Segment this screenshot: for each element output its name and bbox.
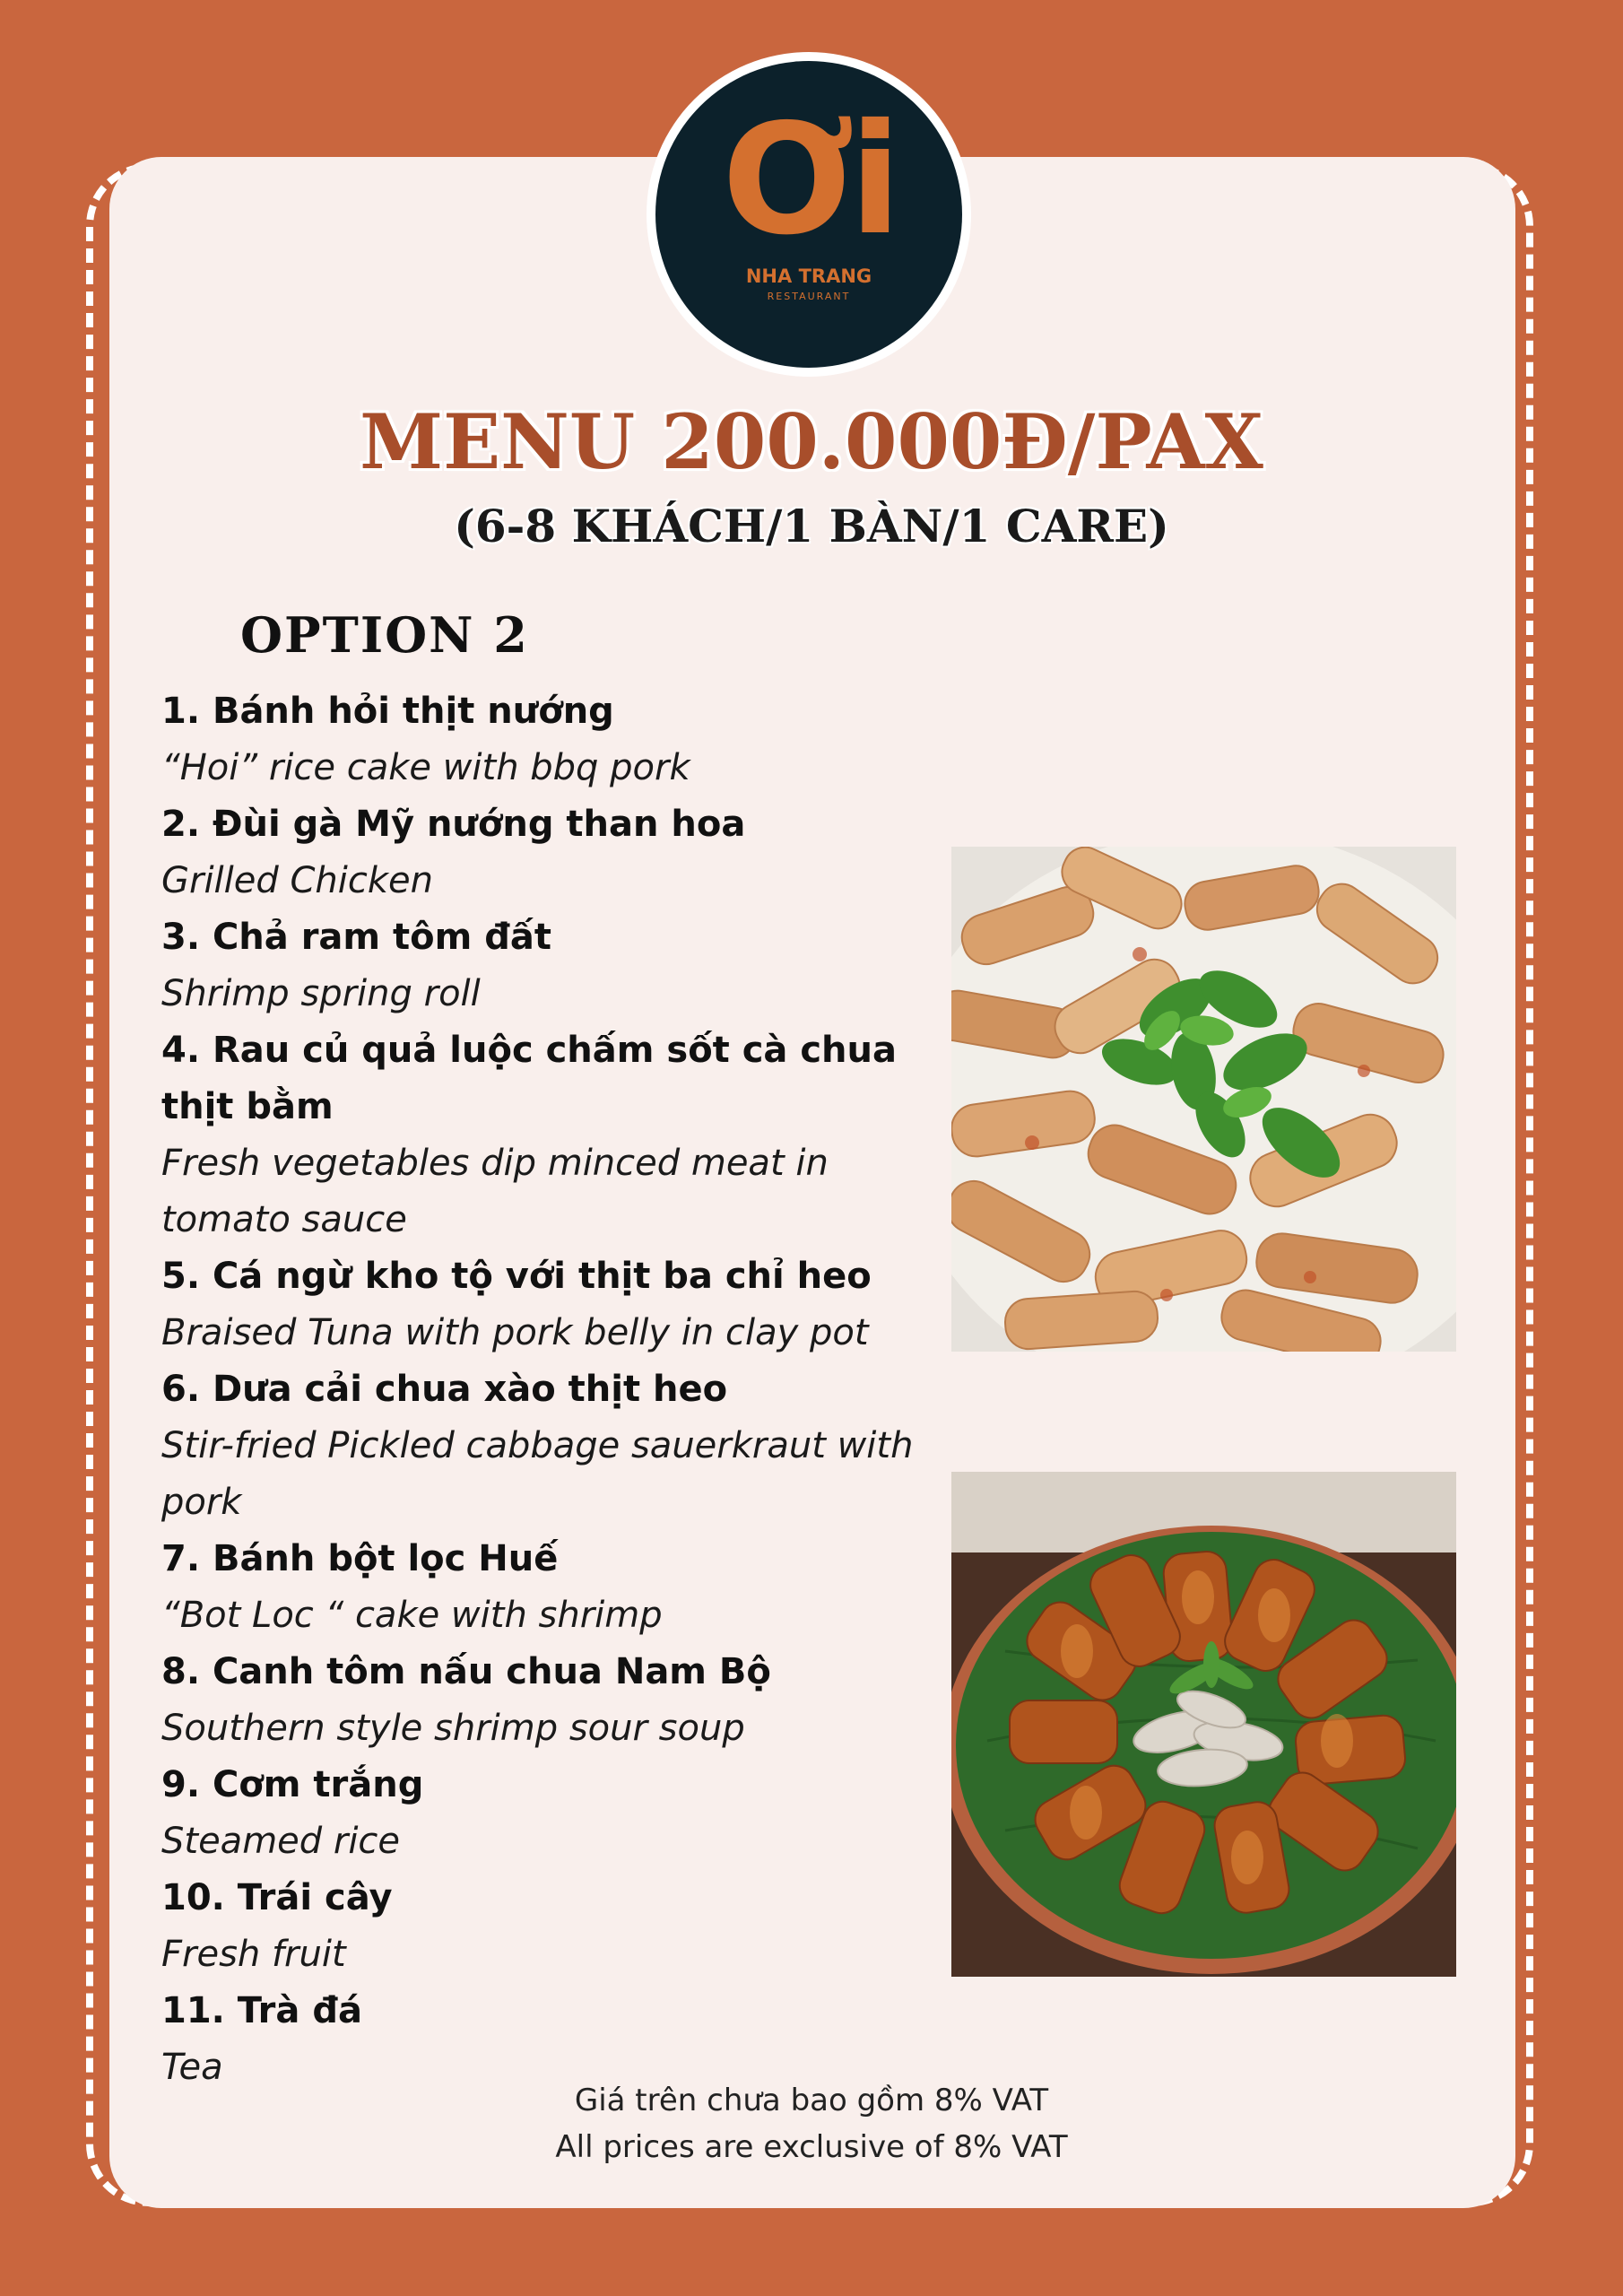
dish-name-en: Fresh fruit <box>161 1934 346 1975</box>
dish-item <box>161 1870 950 1983</box>
dish-name-en: Tea <box>161 2047 223 2088</box>
dish-name-en: Southern style shrimp sour soup <box>161 1708 745 1749</box>
dish-name-vi: 3. Chả ram tôm đất <box>161 917 551 958</box>
menu-title: MENU 200.000Đ/PAX <box>360 397 1263 486</box>
restaurant-logo <box>647 52 971 377</box>
dish-item <box>161 1757 950 1870</box>
dish-name-vi: 10. Trái cây <box>161 1877 393 1918</box>
footer-vat-vi: Giá trên chưa bao gồm 8% VAT <box>574 2083 1049 2118</box>
dish-name-vi: 4. Rau củ quả luộc chấm sốt cà chua thịt bằm <box>161 1030 897 1127</box>
logo-badge <box>655 61 962 368</box>
dish-item <box>161 1361 950 1531</box>
footer-vat-en: All prices are exclusive of 8% VAT <box>555 2129 1068 2165</box>
dish-item <box>161 1022 950 1248</box>
dish-item <box>161 683 950 796</box>
dish-item <box>161 1531 950 1644</box>
dish-name-en: Steamed rice <box>161 1821 401 1862</box>
dish-name-en: Fresh vegetables dip minced meat in tomato sauce <box>161 1143 829 1240</box>
bot-loc-photo <box>951 1472 1456 1977</box>
dish-name-en: “Hoi” rice cake with bbq pork <box>161 747 690 788</box>
dish-name-vi: 1. Bánh hỏi thịt nướng <box>161 691 614 732</box>
dish-name-en: Shrimp spring roll <box>161 973 481 1014</box>
dish-item <box>161 1644 950 1757</box>
dish-item <box>161 1248 950 1361</box>
dish-name-en: “Bot Loc “ cake with shrimp <box>161 1595 663 1636</box>
dish-name-vi: 8. Canh tôm nấu chua Nam Bộ <box>161 1651 771 1692</box>
dish-name-vi: 9. Cơm trắng <box>161 1764 424 1805</box>
logo-mark: Ơi <box>721 91 897 269</box>
logo-name: NHA TRANG <box>745 265 872 287</box>
dish-name-vi: 2. Đùi gà Mỹ nướng than hoa <box>161 804 746 845</box>
dish-name-en: Stir-fried Pickled cabbage sauerkraut with pork <box>161 1425 914 1523</box>
dish-name-vi: 6. Dưa cải chua xào thịt heo <box>161 1369 728 1410</box>
dish-name-en: Grilled Chicken <box>161 860 434 901</box>
dish-list <box>161 683 950 2096</box>
dish-item <box>161 796 950 909</box>
option-label: OPTION 2 <box>240 606 529 664</box>
spring-roll-photo <box>951 847 1456 1352</box>
dish-item <box>161 909 950 1022</box>
dish-name-en: Braised Tuna with pork belly in clay pot <box>161 1312 869 1353</box>
dish-name-vi: 11. Trà đá <box>161 1990 362 2031</box>
menu-subtitle: (6-8 KHÁCH/1 BÀN/1 CARE) <box>454 500 1169 552</box>
dish-name-vi: 7. Bánh bột lọc Huế <box>161 1538 559 1579</box>
dish-name-vi: 5. Cá ngừ kho tộ với thịt ba chỉ heo <box>161 1256 872 1297</box>
logo-tagline: RESTAURANT <box>767 291 851 302</box>
